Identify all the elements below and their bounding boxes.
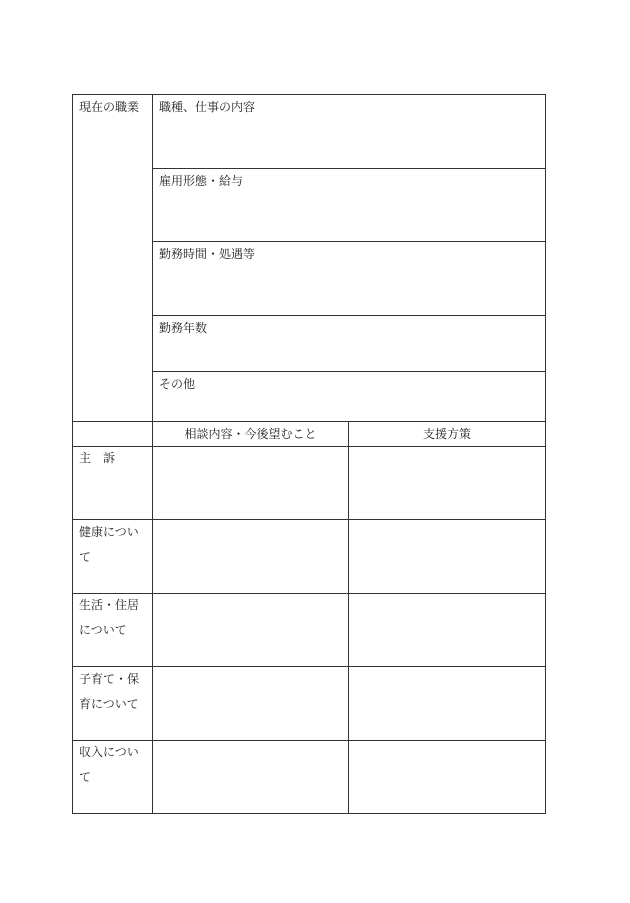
cell-health-support[interactable] <box>349 520 545 593</box>
cell-childcare-support[interactable] <box>349 667 545 740</box>
cell-complaint-consult[interactable] <box>153 447 348 519</box>
cell-living-consult[interactable] <box>153 594 348 666</box>
field-work-hours: 勤務時間・処遇等 <box>159 247 256 261</box>
row-label-childcare: 子育て・保育について <box>79 672 140 711</box>
row-label-living: 生活・住居について <box>79 598 140 637</box>
current-job-label: 現在の職業 <box>79 100 140 114</box>
input-years[interactable] <box>153 335 545 371</box>
row-label-health: 健康について <box>79 525 139 564</box>
header-consultation: 相談内容・今後望むこと <box>184 427 317 441</box>
row-label-income: 収入について <box>79 745 139 784</box>
header-support: 支援方策 <box>422 427 471 441</box>
cell-living-support[interactable] <box>349 594 545 666</box>
field-job-type: 職種、仕事の内容 <box>159 100 256 114</box>
row-label-complaint: 主 訴 <box>79 451 116 465</box>
input-employment[interactable] <box>153 188 545 241</box>
input-job-type[interactable] <box>153 114 545 168</box>
cell-childcare-consult[interactable] <box>153 667 348 740</box>
cell-complaint-support[interactable] <box>349 447 545 519</box>
field-years: 勤務年数 <box>159 321 208 335</box>
field-employment: 雇用形態・給与 <box>159 174 244 188</box>
input-work-hours[interactable] <box>153 261 545 315</box>
cell-income-support[interactable] <box>349 741 545 813</box>
field-other: その他 <box>159 377 196 391</box>
input-other[interactable] <box>153 391 545 421</box>
cell-health-consult[interactable] <box>153 520 348 593</box>
cell-income-consult[interactable] <box>153 741 348 813</box>
